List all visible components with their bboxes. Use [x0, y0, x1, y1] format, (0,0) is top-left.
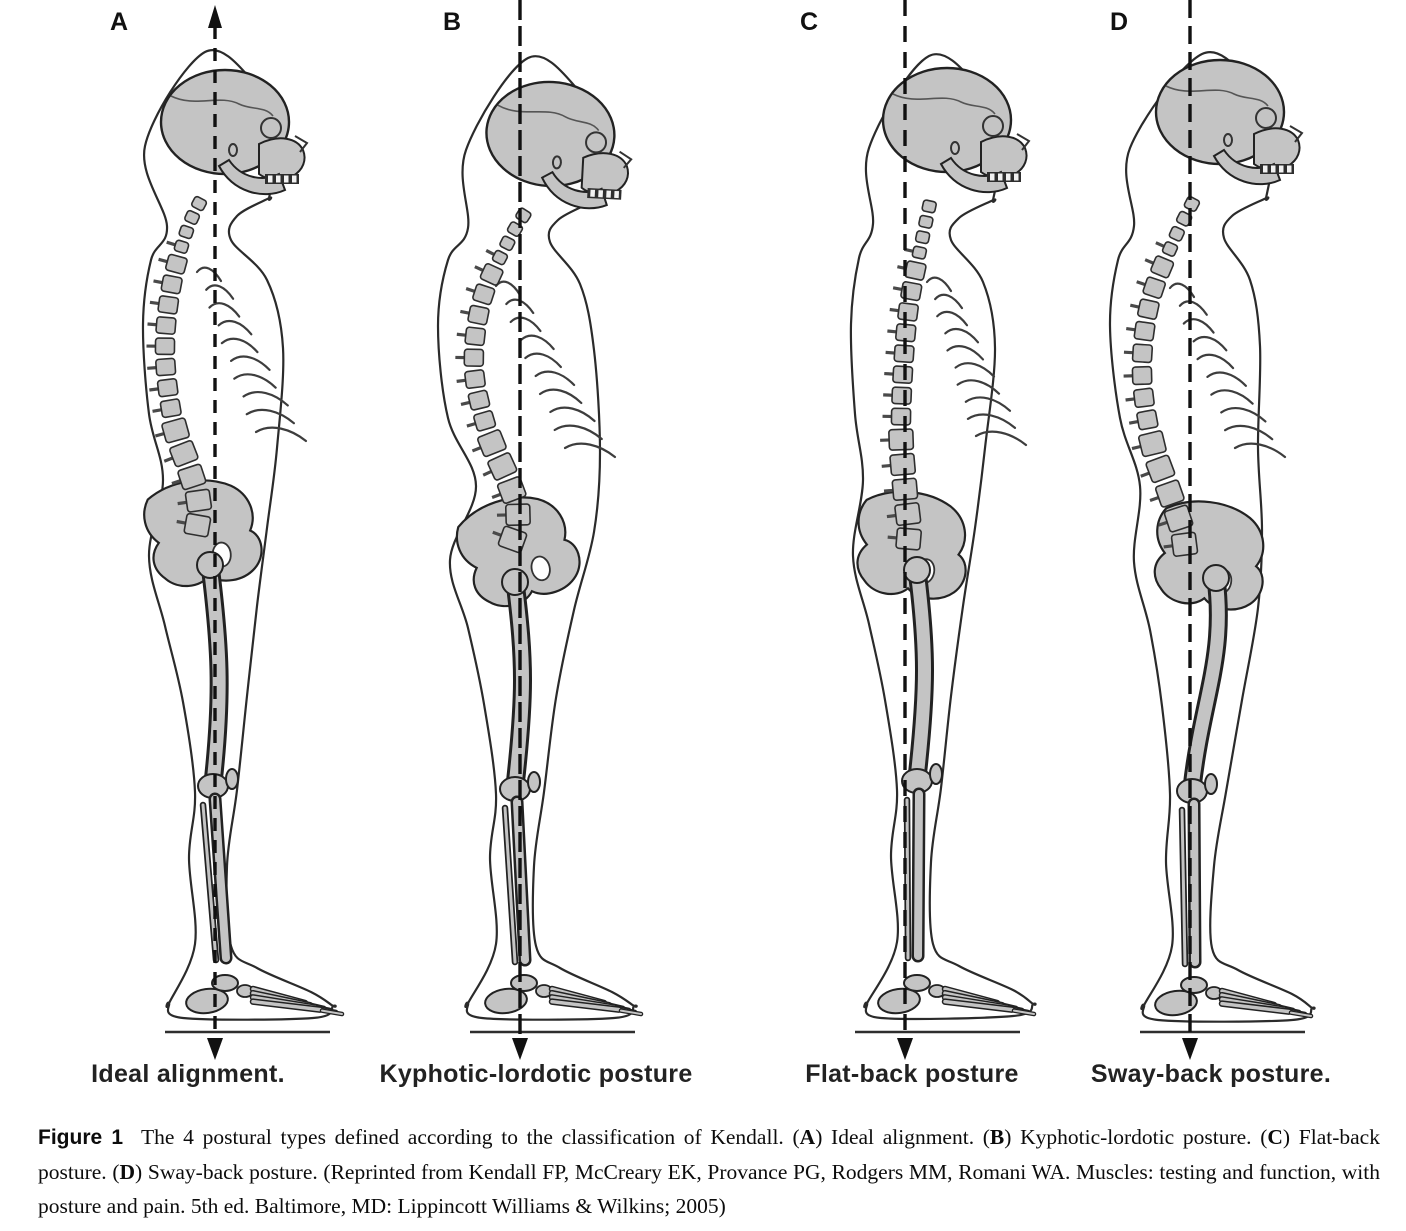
panel-label-ideal-alignment: Ideal alignment. — [91, 1060, 285, 1088]
figure-caption-text: ) Ideal alignment. ( — [815, 1125, 990, 1149]
plumb-arrow-down — [1182, 1038, 1198, 1060]
panel-letter-b: B — [443, 8, 462, 36]
figure-caption-text: A — [799, 1125, 816, 1149]
panel-label-flat-back: Flat-back posture — [805, 1060, 1019, 1088]
figure-caption-text: D — [119, 1160, 136, 1184]
figure-caption-text: ) Kyphotic-lordotic posture. ( — [1004, 1125, 1268, 1149]
figure-caption — [38, 1120, 1380, 1223]
panel-label-kyphotic-lordotic: Kyphotic-lordotic posture — [379, 1060, 693, 1088]
figure-caption-text: ) Flat-back posture. ( — [38, 1125, 1380, 1184]
figure-caption-tag: Figure 1 — [38, 1126, 124, 1149]
figure-caption-text: C — [1267, 1125, 1283, 1149]
tibia-fibula — [907, 794, 919, 958]
panel-label-sway-back: Sway-back posture. — [1090, 1060, 1332, 1088]
posture-illustration-ideal-alignment — [45, 0, 385, 1065]
panel-letter-a: A — [110, 8, 129, 36]
plumb-arrow-down — [512, 1038, 528, 1060]
posture-illustration-sway-back — [1020, 0, 1360, 1065]
plumb-arrow-down — [207, 1038, 223, 1060]
panel-letter-d: D — [1110, 8, 1129, 36]
figure-caption-text: B — [989, 1125, 1005, 1149]
plumb-arrow-up — [208, 5, 222, 28]
panel-letter-c: C — [800, 8, 819, 36]
posture-illustration-kyphotic-lordotic — [350, 0, 690, 1065]
figure-caption-text: ) Sway-back posture. (Reprinted from Kendall FP, McCreary EK, Provance PG, Rodgers MM, Romani WA. Muscles: testing and function, with posture and pain. 5th ed. Baltimore, MD: Lippincott Williams & Wilkins; 2005) — [38, 1160, 1381, 1218]
figure-caption-text: The 4 postural types defined according to the classification of Kendall. ( — [141, 1125, 800, 1149]
plumb-arrow-down — [897, 1038, 913, 1060]
